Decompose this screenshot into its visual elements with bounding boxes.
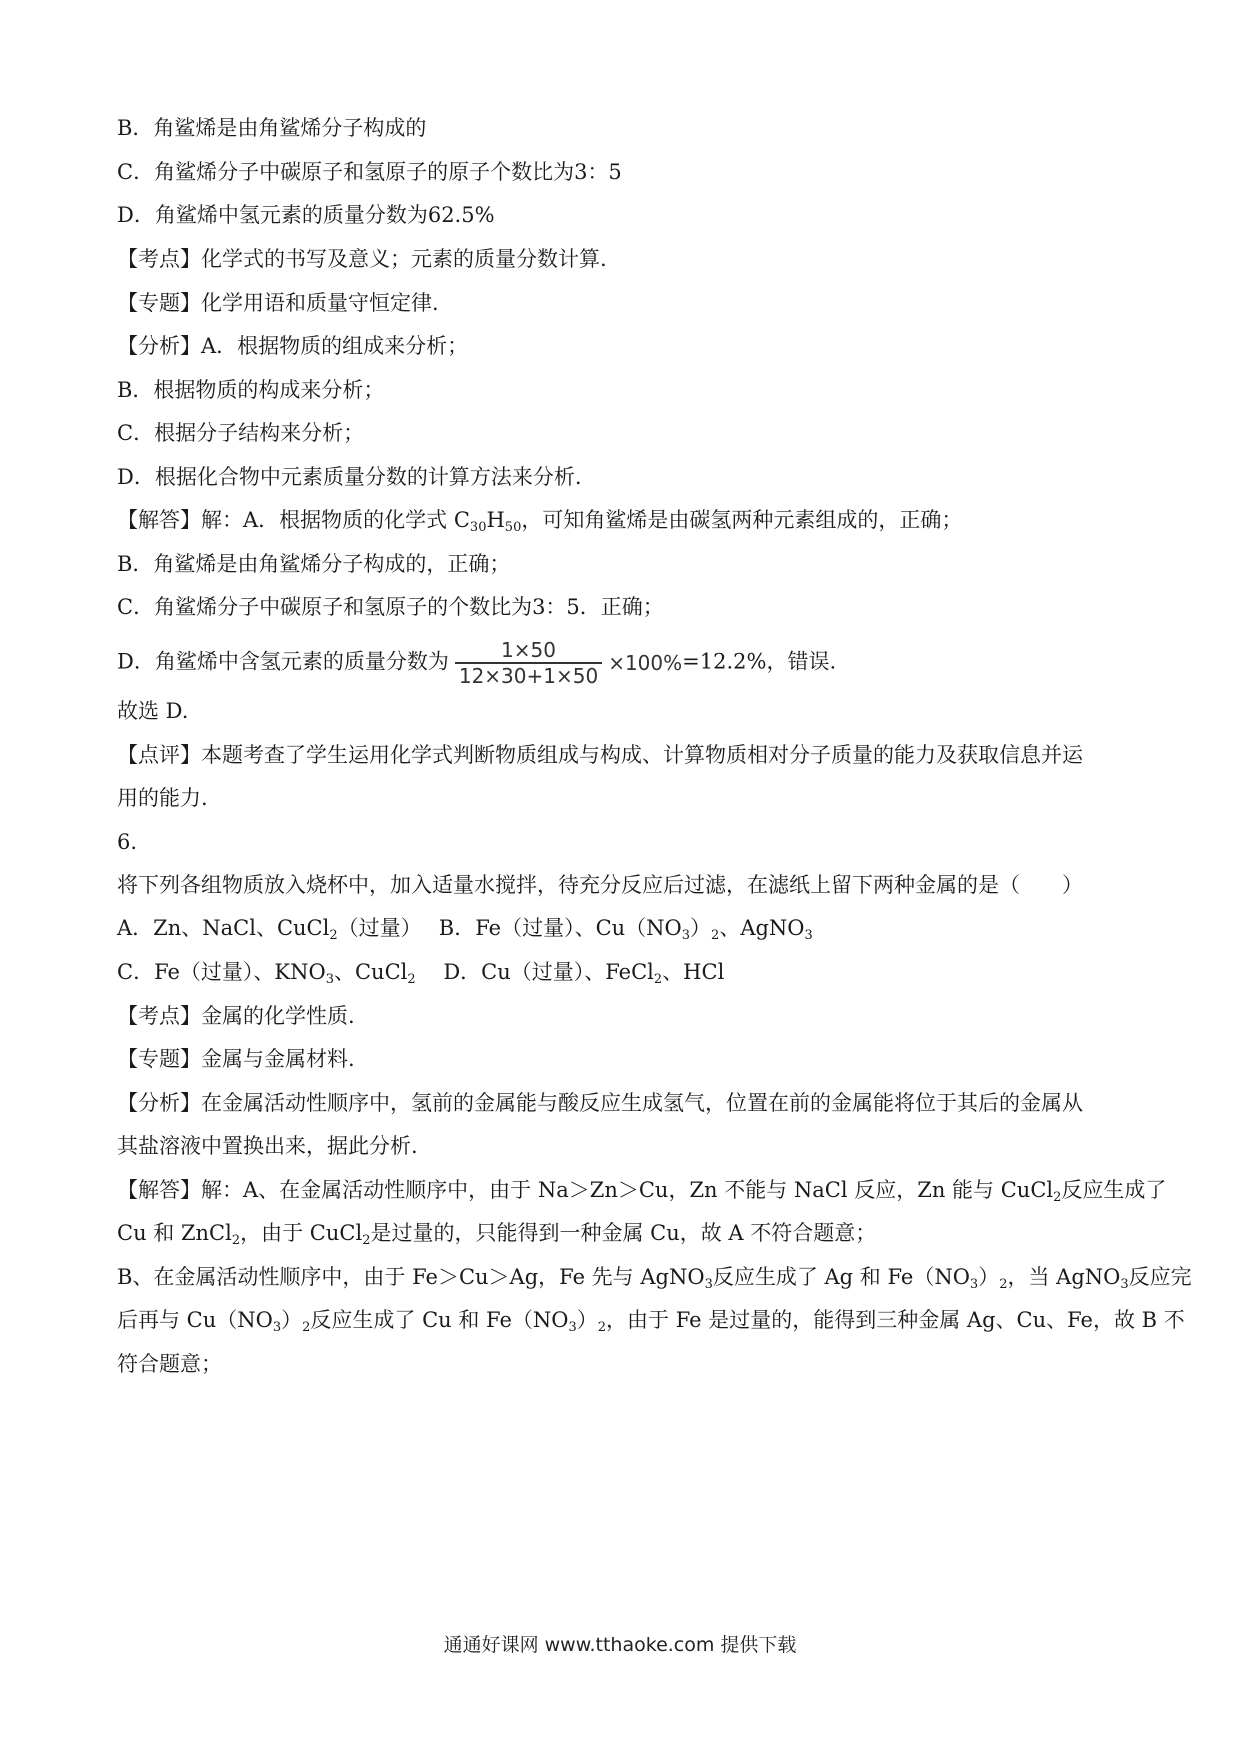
subscript: 3 <box>704 1277 713 1292</box>
option-b: （过量） B．Fe（过量）、Cu（NO <box>337 916 682 940</box>
option-a: A．Zn、NaCl、CuCl <box>117 916 330 940</box>
solution-text: 反应生成了 Cu 和 Fe（NO <box>310 1308 569 1332</box>
question-stem: 将下列各组物质放入烧杯中，加入适量水搅拌，待充分反应后过滤，在滤纸上留下两种金属的是（ ） <box>117 873 1083 897</box>
text-line: B．根据物质的构成来分析； <box>117 378 385 402</box>
solution-b-line3: 符合题意； <box>117 1352 222 1376</box>
option-text: 、HCl <box>662 960 725 984</box>
text-line: C．角鲨烯分子中碳原子和氢原子的原子个数比为3：5 <box>117 160 622 184</box>
solution-text: B、在金属活动性顺序中，由于 Fe＞Cu＞Ag，Fe 先与 AgNO <box>117 1265 705 1289</box>
solution-text: 反应生成了 Ag 和 Fe（NO <box>712 1265 970 1289</box>
options-line-cd <box>117 957 724 987</box>
solution-b-line1 <box>117 1262 1192 1292</box>
solution-a-line2 <box>117 1218 876 1248</box>
option-text: ） <box>690 916 712 940</box>
subscript: 3 <box>969 1277 979 1292</box>
solution-text: ，由于 CuCl <box>240 1221 363 1245</box>
subscript: 2 <box>653 972 663 987</box>
subscript: 2 <box>231 1233 241 1248</box>
text-line: 用的能力. <box>117 786 208 810</box>
solution-b-line2 <box>117 1305 1185 1335</box>
subscript: 2 <box>302 1320 311 1335</box>
text-line: 【专题】化学用语和质量守恒定律. <box>117 291 439 315</box>
text-line: 【点评】本题考查了学生运用化学式判断物质组成与构成、计算物质相对分子质量的能力及获取信息并运 <box>117 743 1083 767</box>
subscript: 3 <box>804 928 813 943</box>
subscript: 2 <box>597 1320 607 1335</box>
text-line: 【考点】金属的化学性质. <box>117 1004 355 1028</box>
subscript: 2 <box>711 928 720 943</box>
text-line: 【分析】A．根据物质的组成来分析； <box>117 334 469 358</box>
question-number: 6. <box>117 830 138 854</box>
fraction-numerator: 1×50 <box>501 638 556 662</box>
options-line-ab <box>117 913 813 943</box>
text-line: 其盐溶液中置换出来，据此分析. <box>117 1134 418 1158</box>
solution-text: ，当 AgNO <box>1007 1265 1121 1289</box>
fraction-denominator: 12×30+1×50 <box>455 662 602 688</box>
text-line: C．角鲨烯分子中碳原子和氢原子的个数比为3：5．正确； <box>117 595 664 619</box>
solution-text: Cu 和 ZnCl <box>117 1221 232 1245</box>
option-c: C．Fe（过量）、KNO <box>117 960 326 984</box>
text-line: 故选 D. <box>117 699 189 723</box>
text-line: C．根据分子结构来分析； <box>117 421 365 445</box>
formula-line <box>117 638 836 688</box>
fraction-multiplier: ×100% <box>608 651 683 675</box>
subscript: 3 <box>681 928 691 943</box>
option-text: 、AgNO <box>719 916 805 940</box>
text-line: D．根据化合物中元素质量分数的计算方法来分析. <box>117 465 582 489</box>
subscript: 2 <box>1053 1190 1062 1205</box>
option-text: 、CuCl <box>333 960 408 984</box>
subscript: 50 <box>504 520 522 535</box>
solution-text: 后再与 Cu（NO <box>117 1308 273 1332</box>
formula-suffix: =12.2%，错误. <box>682 649 837 674</box>
page-footer: 通通好课网 www.tthaoke.com 提供下载 <box>443 1634 797 1656</box>
subscript: 2 <box>999 1277 1008 1292</box>
subscript: 30 <box>469 520 487 535</box>
text-line: 【考点】化学式的书写及意义；元素的质量分数计算. <box>117 247 607 271</box>
solution-text: ） <box>978 1265 1000 1289</box>
text-line: B．角鲨烯是由角鲨烯分子构成的，正确； <box>117 552 511 576</box>
formula-prefix: D．角鲨烯中含氢元素的质量分数为 <box>117 649 449 674</box>
subscript: 3 <box>568 1320 577 1335</box>
text-line: 【分析】在金属活动性顺序中，氢前的金属能与酸反应生成氢气，位置在前的金属能将位于其后的金属从 <box>117 1091 1083 1115</box>
solution-text: 反应生成了 <box>1061 1178 1167 1202</box>
text-line: 【专题】金属与金属材料. <box>117 1047 355 1071</box>
answer-line <box>117 505 962 535</box>
solution-text: 是过量的，只能得到一种金属 Cu，故 A 不符合题意； <box>370 1221 877 1245</box>
subscript: 2 <box>362 1233 371 1248</box>
solution-text: ，由于 Fe 是过量的，能得到三种金属 Ag、Cu、Fe，故 B 不 <box>606 1308 1185 1332</box>
answer-prefix: 【解答】解：A．根据物质的化学式 C <box>117 508 470 532</box>
answer-mid: H <box>486 508 505 532</box>
subscript: 3 <box>325 972 334 987</box>
text-line: B．角鲨烯是由角鲨烯分子构成的 <box>117 116 427 140</box>
answer-suffix: ，可知角鲨烯是由碳氢两种元素组成的，正确； <box>521 508 963 532</box>
subscript: 3 <box>1120 1277 1129 1292</box>
solution-a-line1 <box>117 1175 1166 1205</box>
solution-text: 【解答】解：A、在金属活动性顺序中，由于 Na＞Zn＞Cu，Zn 不能与 NaCl 反应，Zn 能与 CuCl <box>117 1178 1054 1202</box>
subscript: 2 <box>407 972 416 987</box>
solution-text: 反应完 <box>1128 1265 1192 1289</box>
fraction-formula <box>449 638 682 688</box>
solution-text: ） <box>281 1308 303 1332</box>
subscript: 2 <box>329 928 338 943</box>
solution-text: ） <box>576 1308 598 1332</box>
subscript: 3 <box>272 1320 282 1335</box>
text-line: D．角鲨烯中氢元素的质量分数为62.5% <box>117 203 495 227</box>
option-d: D．Cu（过量）、FeCl <box>415 960 654 984</box>
